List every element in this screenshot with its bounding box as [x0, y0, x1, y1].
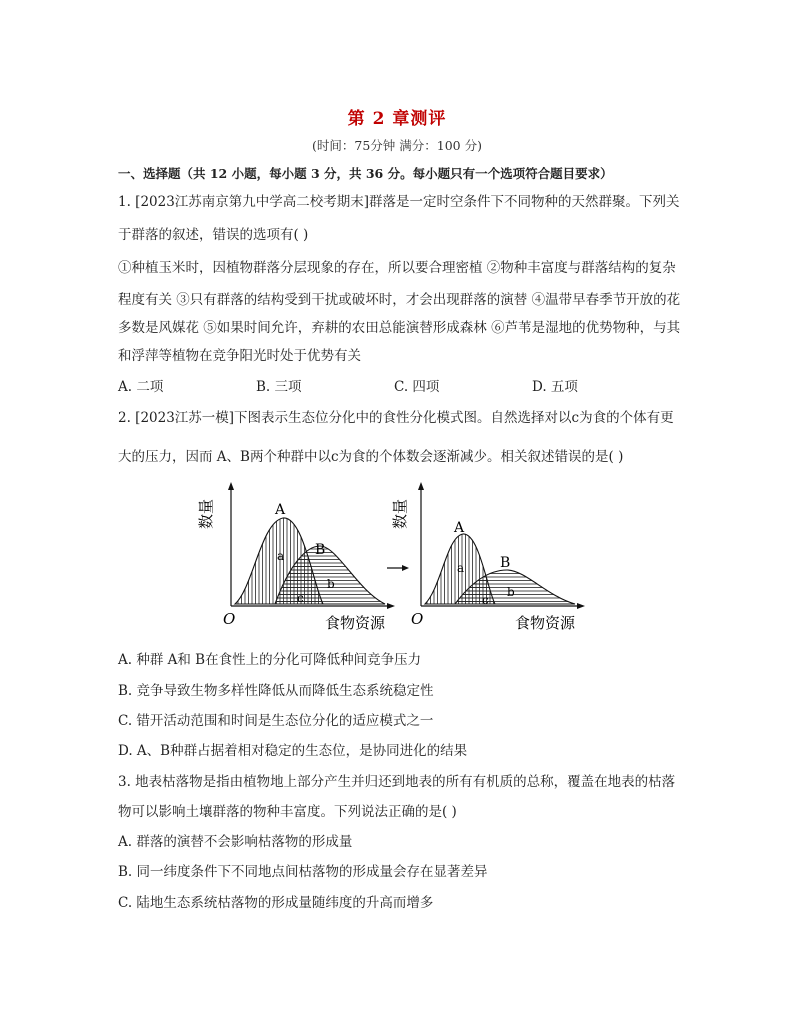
q2-line-1: 2. [2023江苏一模]下图表示生态位分化中的食性分化模式图。自然选择对以c为食的个体有更 — [118, 410, 674, 426]
q2-line-2: 大的压力，因而 A、B两个种群中以c为食的个体数会逐渐减少。相关叙述错误的是( ) — [118, 449, 624, 465]
region-a-label-right: a — [457, 561, 465, 575]
q2-option-b[interactable]: B. 竞争导致生物多样性降低从而降低生态系统稳定性 — [118, 683, 434, 699]
q2-option-c[interactable]: C. 错开活动范围和时间是生态位分化的适应模式之一 — [118, 713, 434, 729]
q3-option-c[interactable]: C. 陆地生态系统枯落物的形成量随纬度的升高而增多 — [118, 895, 434, 911]
q1-line-5: 多数是风媒花 ⑤如果时间允许，弃耕的农田总能演替形成森林 ⑥芦苇是湿地的优势物种，与其 — [118, 320, 681, 336]
region-b-label-right: b — [507, 585, 515, 599]
curve-a-label-left: A — [275, 502, 286, 518]
figure-panel-before — [228, 482, 395, 609]
x-axis-label-left: 食物资源 — [325, 614, 386, 632]
region-c-label-right: c — [482, 593, 489, 607]
x-axis-label-right: 食物资源 — [515, 614, 576, 632]
curve-b-label-left: B — [315, 542, 326, 558]
q3-option-a[interactable]: A. 群落的演替不会影响枯落物的形成量 — [118, 834, 353, 850]
figure-panel-after — [418, 482, 585, 609]
region-b-label-left: b — [327, 577, 335, 591]
exam-info: (时间：75分钟 满分：100 分) — [312, 138, 482, 153]
q3-option-b[interactable]: B. 同一纬度条件下不同地点间枯落物的形成量会存在显著差异 — [118, 864, 488, 880]
page-title: 第 2 章测评 — [347, 109, 447, 129]
origin-label-left: O — [223, 610, 236, 628]
curve-a-label-right: A — [454, 520, 465, 536]
niche-differentiation-figure — [195, 478, 595, 638]
q1-line-2: 于群落的叙述，错误的选项有( ) — [118, 227, 309, 243]
transition-arrow — [387, 565, 409, 571]
region-a-label-left: a — [277, 549, 285, 563]
q1-line-6: 和浮萍等植物在竞争阳光时处于优势有关 — [118, 348, 361, 364]
q2-option-d[interactable]: D. A、B种群占据着相对稳定的生态位，是协同进化的结果 — [118, 743, 468, 759]
q1-line-3: ①种植玉米时，因植物群落分层现象的存在，所以要合理密植 ②物种丰富度与群落结构的复杂 — [118, 260, 676, 276]
y-axis-label-left: 数量 — [197, 498, 215, 530]
y-axis-label-right: 数量 — [391, 498, 409, 530]
q1-option-d[interactable]: D. 五项 — [532, 379, 578, 395]
q1-line-1: 1. [2023江苏南京第九中学高二校考期末]群落是一定时空条件下不同物种的天然群聚。下列关 — [118, 194, 680, 210]
curve-b-label-right: B — [500, 555, 511, 571]
section-heading: 一、选择题（共 12 小题，每小题 3 分，共 36 分。每小题只有一个选项符合题目要求） — [118, 166, 613, 181]
q1-line-4: 程度有关 ③只有群落的结构受到干扰或破坏时，才会出现群落的演替 ④温带早春季节开放的花 — [118, 292, 681, 308]
region-c-label-left: c — [297, 591, 304, 605]
q1-option-a[interactable]: A. 二项 — [118, 379, 164, 395]
q3-line-1: 3. 地表枯落物是指由植物地上部分产生并归还到地表的所有有机质的总称，覆盖在地表的枯落 — [118, 774, 676, 790]
origin-label-right: O — [411, 610, 424, 628]
q3-line-2: 物可以影响土壤群落的物种丰富度。下列说法正确的是( ) — [118, 804, 457, 820]
q1-option-b[interactable]: B. 三项 — [256, 379, 302, 395]
q2-option-a[interactable]: A. 种群 A和 B在食性上的分化可降低种间竞争压力 — [118, 652, 422, 668]
q1-option-c[interactable]: C. 四项 — [394, 379, 440, 395]
